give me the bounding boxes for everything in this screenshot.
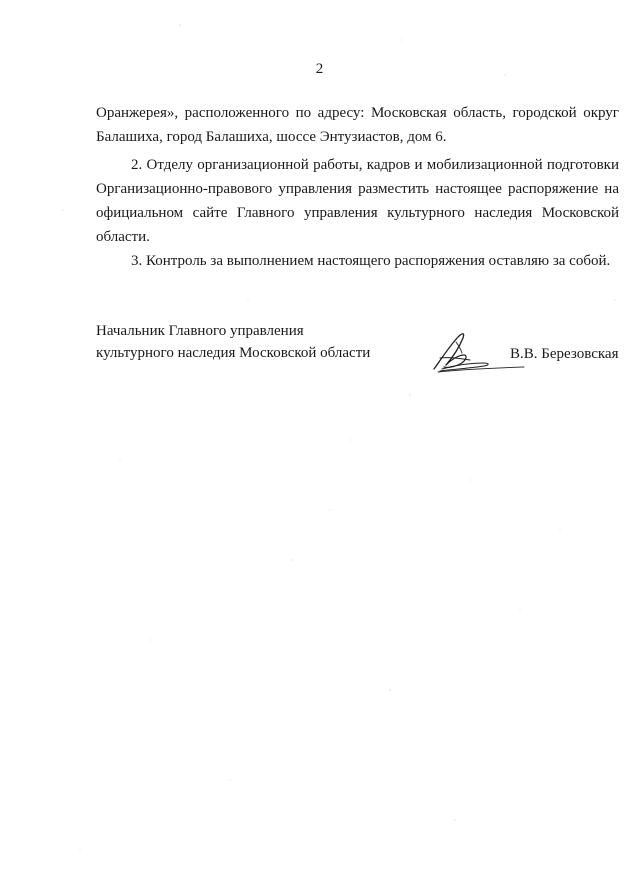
word: управления <box>303 205 378 221</box>
word: работы, <box>313 157 363 173</box>
word: Оранжерея», <box>96 105 179 121</box>
word: кадров <box>366 157 411 173</box>
page-number: 2 <box>315 61 324 77</box>
paragraph-2-line-2 <box>96 180 619 198</box>
signatory-title-line-1: Начальник Главного управления <box>96 323 304 339</box>
word: 2. <box>131 157 143 173</box>
word: управления <box>278 181 353 197</box>
word: Московской <box>541 205 619 221</box>
paragraph-1-line-2: Балашиха, город Балашиха, шоссе Энтузиастов, дом 6. <box>96 129 447 145</box>
paragraph-1-line-1 <box>96 104 619 122</box>
word: подготовки <box>546 157 619 173</box>
word: область, <box>453 105 506 121</box>
word: разместить <box>358 181 430 197</box>
word: Организационно-правового <box>96 181 273 197</box>
word: городской <box>512 105 577 121</box>
word: и <box>414 157 423 173</box>
word: распоряжение <box>507 181 599 197</box>
word: на <box>604 181 619 197</box>
word: мобилизационной <box>426 157 543 173</box>
signatory-title-line-2: культурного наследия Московской области <box>96 345 371 361</box>
word: расположенного <box>184 105 290 121</box>
word: округ <box>583 105 619 121</box>
paragraph-3-line-1: 3. Контроль за выполнением настоящего распоряжения оставляю за собой. <box>131 253 611 269</box>
paragraph-2-line-3 <box>96 204 619 222</box>
word: организационной <box>197 157 309 173</box>
paragraph-2-line-1 <box>131 156 619 174</box>
paragraph-2-line-4: области. <box>96 229 150 245</box>
word: по <box>295 105 312 121</box>
word: официальном <box>96 205 184 221</box>
word: Главного <box>236 205 295 221</box>
word: культурного <box>387 205 465 221</box>
word: сайте <box>192 205 228 221</box>
word: наследия <box>474 205 533 221</box>
word: Отделу <box>146 157 193 173</box>
word: Московская <box>370 105 447 121</box>
word: настоящее <box>435 181 502 197</box>
word: адресу: <box>317 105 365 121</box>
signatory-name: В.В. Березовская <box>510 346 619 362</box>
